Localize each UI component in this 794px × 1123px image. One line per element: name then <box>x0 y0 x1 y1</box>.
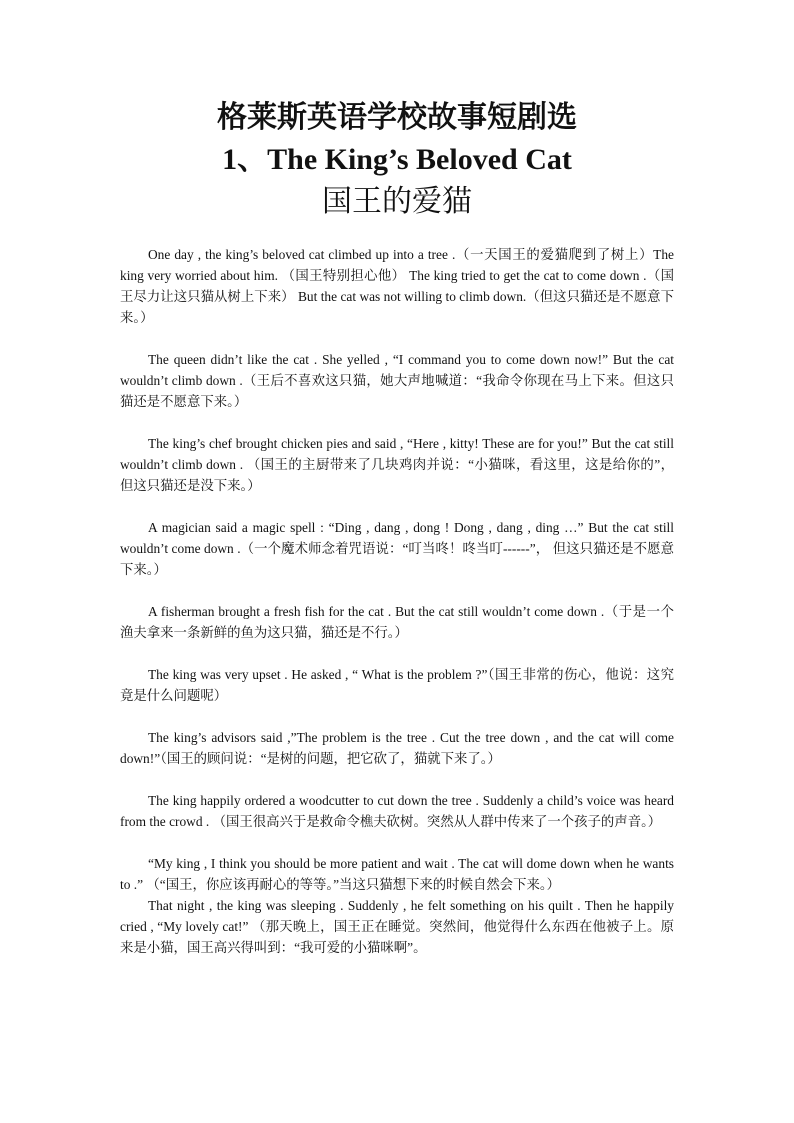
paragraph: One day , the king’s beloved cat climbed up into a tree .（一天国王的爱猫爬到了树上）The king very worried about him. （国王特别担心他） The king tried to get the cat to come down .（国王尽力让这只猫从树上下来） But the cat was not willing to climb down.（但这只猫还是不愿意下来。） <box>120 247 674 325</box>
paragraph: A fisherman brought a fresh fish for the cat . But the cat still wouldn’t come down .（于是一个渔夫拿来一条新鲜的鱼为这只猫，猫还是不行。） <box>120 604 674 640</box>
document-title: 格莱斯英语学校故事短剧选 <box>217 101 577 134</box>
paragraph: The king’s advisors said ,”The problem is the tree . Cut the tree down , and the cat will come down!”（国王的顾问说：“是树的问题，把它砍了，猫就下来了。） <box>120 730 674 766</box>
paragraph: The king happily ordered a woodcutter to cut down the tree . Suddenly a child’s voice was heard from the crowd . （国王很高兴于是救命令樵夫砍树。突然从人群中传来了一个孩子的声音。） <box>120 793 674 829</box>
story-title-chinese: 国王的爱猫 <box>322 185 472 218</box>
paragraph: The king was very upset . He asked , “ What is the problem ?”（国王非常的伤心，他说：这究竟是什么问题呢） <box>120 667 674 703</box>
paragraph: That night , the king was sleeping . Suddenly , he felt something on his quilt . Then he happily cried , “My lovely cat!” （那天晚上，国王正在睡觉。突然间，他觉得什么东西在他被子上。原来是小猫，国王高兴得叫到：“我可爱的小猫咪啊”。 <box>120 898 674 955</box>
paragraph: The king’s chef brought chicken pies and said , “Here , kitty! These are for you!” But the cat still wouldn’t climb down . （国王的主厨带来了几块鸡肉并说：“小猫咪，看这里，这是给你的”， 但这只猫还是没下来。） <box>120 436 674 493</box>
story-body <box>120 244 674 958</box>
paragraph: The queen didn’t like the cat . She yelled , “I command you to come down now!” But the cat wouldn’t climb down .（王后不喜欢这只猫，她大声地喊道：“我命令你现在马上下来。但这只猫还是不愿意下来。） <box>120 352 674 409</box>
paragraph: “My king , I think you should be more patient and wait . The cat will dome down when he wants to .” （“国王，你应该再耐心的等等。”当这只猫想下来的时候自然会下来。） <box>120 856 674 892</box>
story-title-english: 1、The King’s Beloved Cat <box>222 143 572 176</box>
document-page <box>120 98 674 958</box>
paragraph: A magician said a magic spell : “Ding , dang , dong ! Dong , dang , ding …” But the cat still wouldn’t come down .（一个魔术师念着咒语说：“叮当咚！咚当叮------”， 但这只猫还是不愿意下来。） <box>120 520 674 577</box>
